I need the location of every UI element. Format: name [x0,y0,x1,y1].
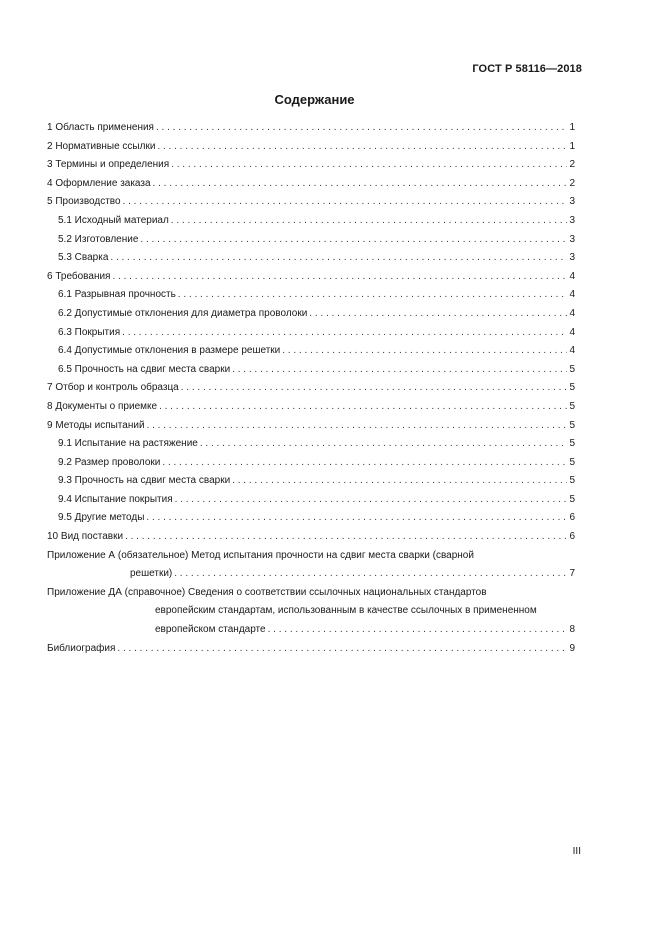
dot-leader [175,491,568,510]
dot-leader [232,361,567,380]
toc-entry-label: 5.3 Сварка [58,252,109,264]
toc-entry-appendix-da[interactable] [47,584,575,640]
page-number: III [572,846,581,857]
toc-entry-label: 2 Нормативные ссылки [47,140,156,152]
toc-entry[interactable] [47,509,575,528]
dot-leader [123,193,568,212]
toc-entry-page: 8 [569,624,575,636]
toc-entry-label: 4 Оформление заказа [47,177,151,189]
toc-entry-appendix-a[interactable] [47,547,575,584]
toc-entry-page: 1 [569,140,575,152]
toc-entry-label: Библиография [47,642,116,654]
dot-leader [157,138,567,157]
dot-leader [268,621,568,640]
toc-entry-label: Приложение ДА (справочное) Сведения о соответствии ссылочных национальных стандартов [47,586,487,598]
toc-entry-page: 6 [569,531,575,543]
toc-entry-label: 6.1 Разрывная прочность [58,289,176,301]
toc-entry-label: 9.3 Прочность на сдвиг места сварки [58,475,231,487]
toc-entry-label: 6.5 Прочность на сдвиг места сварки [58,363,231,375]
toc-entry-page: 2 [569,177,575,189]
dot-leader [282,342,567,361]
toc-entry-label: 1 Область применения [47,122,154,133]
dot-leader [147,417,568,436]
toc-entry[interactable] [47,286,575,305]
dot-leader [125,528,567,547]
toc-entry-label: Приложение А (обязательное) Метод испытания прочности на сдвиг места сварки (сварной [47,549,474,561]
toc-entry-page: 3 [569,252,575,264]
toc-entry[interactable] [47,342,575,361]
toc-entry[interactable] [47,435,575,454]
toc-entry-page: 9 [569,642,575,654]
toc-entry-page: 3 [569,233,575,245]
dot-leader [171,156,567,175]
toc-entry[interactable] [47,212,575,231]
toc-entry[interactable] [47,175,575,194]
toc-entry-label: 9.5 Другие методы [58,512,145,524]
toc-entry-label: европейским стандартам, использованным в качестве ссылочных в примененном [155,605,537,617]
toc-entry-continuation [47,565,575,584]
toc-entry-label: 5 Производство [47,196,121,208]
dot-leader [122,324,567,343]
toc-entry[interactable] [47,156,575,175]
dot-leader [112,268,567,287]
toc-entry-label: 3 Термины и определения [47,159,170,171]
document-code: ГОСТ Р 58116—2018 [472,63,582,75]
toc-entry-page: 4 [569,270,575,282]
toc-entry[interactable] [47,324,575,343]
toc-entry[interactable] [47,305,575,324]
toc-entry-label: 9.2 Размер проволоки [58,456,161,468]
toc-entry-page: 6 [569,512,575,524]
toc-entry[interactable] [47,491,575,510]
toc-entry[interactable] [47,454,575,473]
toc-entry[interactable] [47,249,575,268]
toc-entry-page: 4 [569,326,575,338]
toc-entry-page: 4 [569,289,575,301]
toc-entry-label: 6.2 Допустимые отклонения для диаметра проволоки [58,307,308,319]
dot-leader [171,212,568,231]
toc-entry-label: 9.4 Испытание покрытия [58,493,173,505]
toc-entry[interactable] [47,231,575,250]
toc-entry-page: 4 [569,307,575,319]
toc-entry-page: 7 [569,568,575,580]
dot-leader [174,565,567,584]
toc-entry-label: 10 Вид поставки [47,531,124,543]
toc-entry[interactable] [47,398,575,417]
toc-entry[interactable] [47,417,575,436]
dot-leader [140,231,567,250]
toc-entry-label: 6 Требования [47,270,111,282]
dot-leader [117,640,567,659]
toc-entry-label: 9.1 Испытание на растяжение [58,438,198,450]
toc-entry-page: 3 [569,214,575,226]
toc-entry-label: 6.3 Покрытия [58,326,121,338]
dot-leader [309,305,567,324]
toc-entry-label: 5.2 Изготовление [58,233,139,245]
dot-leader [232,472,567,491]
dot-leader [181,379,568,398]
toc-entry-label: решетки) [130,568,173,580]
toc-entry-page: 5 [569,382,575,394]
toc-entry-page: 4 [569,345,575,357]
toc-entry-page: 5 [569,475,575,487]
toc-entry-page: 5 [569,438,575,450]
toc-entry[interactable] [47,472,575,491]
toc-entry[interactable] [47,193,575,212]
toc-entry-label: 9 Методы испытаний [47,419,145,431]
toc-entry-page: 5 [569,419,575,431]
toc-entry[interactable] [47,138,575,157]
dot-leader [178,286,568,305]
toc-entry-page: 2 [569,159,575,171]
toc-entry-page: 3 [569,196,575,208]
dot-leader [153,175,568,194]
toc-entry-bibliography[interactable] [47,640,575,659]
toc-entry-label: 7 Отбор и контроль образца [47,382,179,394]
toc-entry[interactable] [47,268,575,287]
toc-entry[interactable] [47,361,575,380]
dot-leader [200,435,568,454]
toc-entry-page: 5 [569,400,575,412]
toc-entry-label: 5.1 Исходный материал [58,214,169,226]
toc-entry-page: 1 [569,122,575,133]
toc-entry[interactable] [47,379,575,398]
toc-entries [47,119,575,547]
toc-entry[interactable] [47,119,575,138]
toc-entry-page: 5 [569,456,575,468]
dot-leader [156,119,567,138]
toc-entry-page: 5 [569,493,575,505]
table-of-contents [47,119,575,658]
page-title: Содержание [274,92,355,107]
toc-entry-page: 5 [569,363,575,375]
toc-entry-label: 6.4 Допустимые отклонения в размере решетки [58,345,281,357]
dot-leader [146,509,567,528]
dot-leader [162,454,567,473]
toc-entry-continuation [47,621,575,640]
toc-entry[interactable] [47,528,575,547]
dot-leader [159,398,567,417]
dot-leader [110,249,567,268]
toc-entry-label: европейском стандарте [155,624,266,636]
toc-entry-label: 8 Документы о приемке [47,400,158,412]
